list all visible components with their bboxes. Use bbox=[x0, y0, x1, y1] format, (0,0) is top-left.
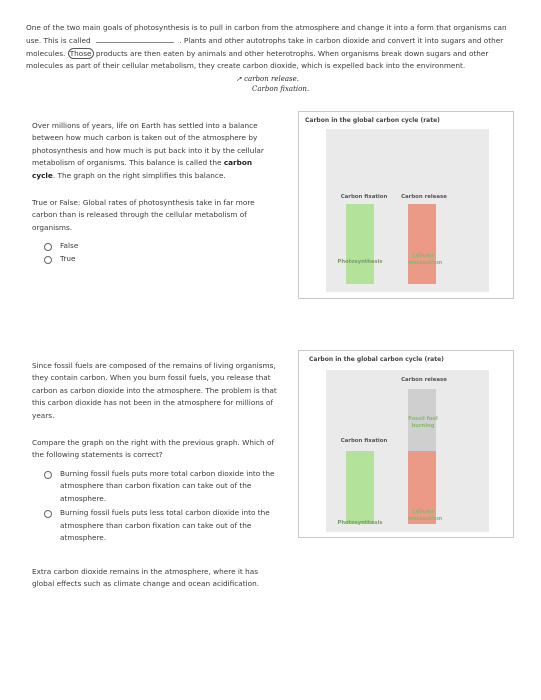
option-label: Burning fossil fuels puts less total carbon dioxide into the atmosphere than carbon fixation can take out of the atmosphere. bbox=[60, 508, 270, 543]
chart-2-panel bbox=[326, 370, 489, 532]
radio-circle-icon[interactable] bbox=[44, 471, 52, 479]
question-2: Compare the graph on the right with the previous graph. Which of the following statements is correct? bbox=[32, 438, 275, 460]
chart-1-category-release: Carbon release bbox=[401, 194, 447, 200]
section1-text-after: . The graph on the right simplifies this balance. bbox=[52, 170, 226, 180]
fossil-fuel-paragraph: Since fossil fuels are composed of the remains of living organisms, they contain carbon. When you burn fossil fuels, you release that carbon as carbon dioxide into the atmosphere. The problem is that this carbon dioxide has not been in the atmosphere for millions of years. bbox=[32, 361, 277, 420]
question-1: True or False: Global rates of photosynthesis take in far more carbon than is released through the cellular metabolism of organisms. bbox=[32, 198, 255, 232]
radio-circle-icon[interactable] bbox=[44, 256, 52, 264]
option-label: True bbox=[60, 254, 76, 264]
chart-2-title: Carbon in the global carbon cycle (rate) bbox=[309, 356, 444, 363]
chart-2 bbox=[298, 350, 514, 538]
chart-2-category-release: Carbon release bbox=[401, 377, 447, 383]
circled-word: Those bbox=[69, 48, 92, 58]
option-false[interactable] bbox=[44, 240, 244, 252]
closing-paragraph: Extra carbon dioxide remains in the atmosphere, where it has global effects such as climate change and ocean acidification. bbox=[32, 567, 260, 589]
chart-1-bar-cellular-metabolism bbox=[408, 204, 443, 284]
chart-2-category-fixation: Carbon fixation bbox=[340, 438, 388, 444]
question-2-options bbox=[44, 468, 281, 545]
chart-1-panel bbox=[326, 129, 489, 292]
option-label: False bbox=[60, 241, 79, 250]
chart-2-bar-photosynthesis bbox=[346, 451, 374, 524]
carbon-cycle-paragraph bbox=[32, 120, 277, 182]
option-more[interactable] bbox=[44, 468, 281, 505]
option-label: Burning fossil fuels puts more total carbon dioxide into the atmosphere than carbon fixation can take out of the atmosphere. bbox=[60, 469, 275, 503]
intro-text-2: . Plants and other autotrophs take in carbon dioxide and convert it into sugars and other molecules. bbox=[26, 36, 504, 58]
chart-2-label-fossil-fuel: Fossil fuel burning bbox=[408, 416, 438, 429]
chart-1-category-fixation: Carbon fixation bbox=[340, 194, 388, 200]
option-true[interactable] bbox=[44, 253, 244, 265]
radio-circle-icon[interactable] bbox=[44, 510, 52, 518]
answer-blank[interactable] bbox=[96, 34, 174, 43]
option-less[interactable] bbox=[44, 507, 281, 544]
carbon-cycle-term: carbon cycle bbox=[32, 158, 253, 180]
intro-text-1: One of the two main goals of photosynthesis is to pull in carbon from the atmosphere and change it into a form that organisms can use. This is called bbox=[26, 23, 507, 46]
chart-2-label-cellular-metabolism: Cellular metabolism bbox=[408, 509, 443, 522]
handwriting-text-1: carbon release. bbox=[244, 75, 299, 83]
handwriting-text-2: Carbon fixation. bbox=[252, 85, 310, 93]
handwritten-annotation-1 bbox=[236, 75, 299, 83]
chart-2-label-photosynthesis: Photosynthesis bbox=[337, 520, 383, 526]
radio-circle-icon[interactable] bbox=[44, 243, 52, 251]
question-1-options bbox=[44, 240, 244, 267]
chart-1-bar-photosynthesis bbox=[346, 204, 374, 284]
chart-1 bbox=[298, 111, 514, 299]
intro-text-3: products are then eaten by animals and other heterotrophs. When organisms break down sugars and other molecules as part of their cellular metabolism, they create carbon dioxide, which is expelled back into the environment. bbox=[26, 48, 489, 71]
section1-text-before: Over millions of years, life on Earth has settled into a balance between how much carbon is taken out of the atmosphere by photosynthesis and how much is put back into it by the cellular metabolism of organisms. This balance is called the bbox=[32, 121, 264, 168]
chart-1-label-cellular-metabolism: Cellular metabolism bbox=[408, 253, 443, 266]
chart-1-label-photosynthesis: Photosynthesis bbox=[337, 259, 383, 265]
arrow-icon: ➚ bbox=[236, 75, 242, 83]
chart-1-title: Carbon in the global carbon cycle (rate) bbox=[305, 117, 440, 124]
intro-paragraph bbox=[26, 22, 516, 73]
